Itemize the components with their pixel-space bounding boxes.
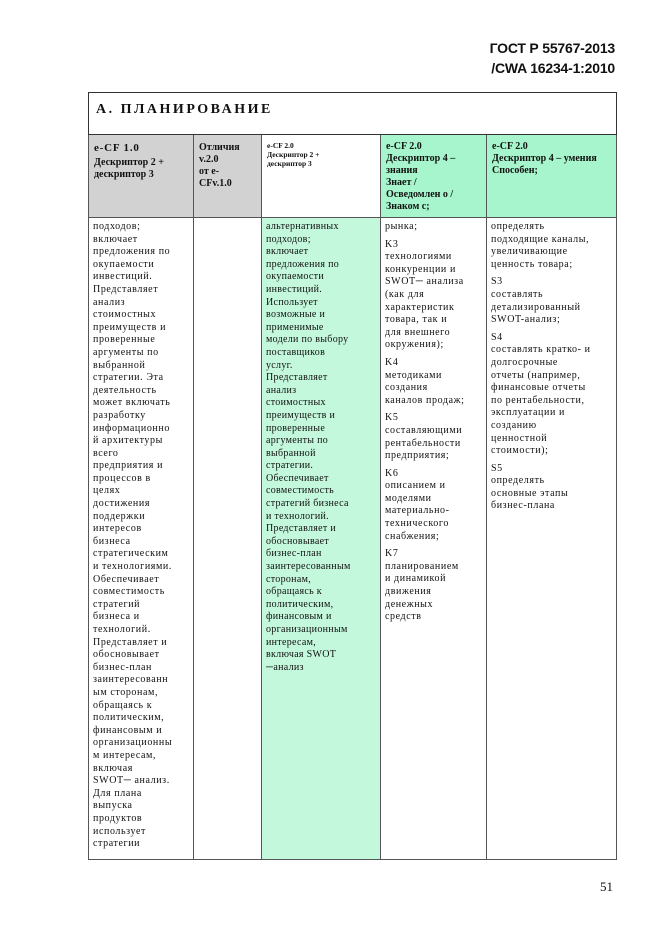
text-line: обращаясь к (93, 699, 153, 711)
comparison-table (88, 92, 617, 860)
text-line: детализированный (491, 301, 581, 313)
text-line: конкуренции и (385, 263, 456, 275)
text-line: S3 (491, 276, 503, 288)
text-line: й архитектуры (93, 435, 163, 447)
text-line: предприятия и (93, 460, 164, 472)
col5-body (486, 219, 617, 513)
text-line: ─анализ (266, 661, 304, 673)
text-line: каналов продаж; (385, 394, 465, 406)
text-line: поддержки (93, 510, 146, 522)
text-line: стратегии (93, 838, 141, 850)
text-line: и технологий. (266, 510, 329, 522)
text-line: K6 (385, 467, 399, 479)
text-line: бизнеса (93, 535, 131, 547)
grid-left (88, 135, 89, 860)
text-line: преимуществ и (266, 409, 336, 421)
text-line: анализ (93, 296, 126, 308)
text-line: проверенные (93, 334, 156, 346)
text-line: стратегий бизнеса (266, 498, 349, 510)
text-line: по рентабельности, (491, 394, 585, 406)
text-line: альтернативных (266, 221, 339, 232)
text-line: планированием (385, 560, 459, 572)
text-line: движения (385, 586, 432, 598)
text-line: K5 (385, 412, 399, 424)
col4-header: e-CF 2.0 Дескриптор 4 – знания Знает / Осведомлен о / Знаком с; (386, 141, 456, 212)
text-line: предложения по (93, 246, 171, 258)
text-line: включая SWOT (266, 649, 337, 661)
text-line: средств (385, 611, 422, 623)
text-line: технологий. (93, 624, 151, 635)
text-line: и технологиями. (93, 561, 172, 573)
text-line: сторонам, (266, 573, 311, 585)
text-line: S5 (491, 462, 503, 474)
text-line: K7 (385, 548, 399, 560)
text-line: Для плана (93, 787, 142, 799)
text-line: материально- (385, 505, 450, 517)
text-line: использует (93, 825, 146, 837)
text-line: K4 (385, 356, 399, 368)
section-title: А. ПЛАНИРОВАНИЕ (96, 102, 273, 117)
text-line: аргументы по (93, 346, 159, 358)
text-line: составляющими (385, 424, 463, 436)
text-line: бизнес-план (93, 661, 152, 673)
text-line: моделями (385, 492, 432, 504)
text-line: интересов (93, 523, 142, 535)
text-line: основные этапы (491, 487, 569, 499)
text-line: стратегическим (93, 548, 169, 560)
text-line: обращаясь к (266, 586, 322, 598)
text-line: методиками (385, 369, 442, 381)
text-line: K3 (385, 238, 399, 250)
text-line: бизнеса и (93, 611, 140, 623)
col1-body (88, 219, 193, 851)
text-line: м интересам, (93, 749, 157, 761)
text-line: эксплуатации и (491, 407, 565, 419)
text-line: интересам, (266, 636, 317, 648)
text-line: обосновывает (93, 649, 160, 661)
text-line: ценность товара; (491, 258, 573, 270)
text-line: совместимость (93, 586, 165, 598)
header-standard-number: ГОСТ Р 55767-2013 (489, 40, 615, 56)
text-line: созданию (491, 419, 537, 431)
text-line: совместимость (266, 485, 335, 497)
text-line: стратегии. (266, 460, 314, 472)
page-number: 51 (600, 879, 613, 894)
text-line: ым сторонам, (93, 686, 159, 698)
text-line: проверенные (266, 422, 326, 434)
text-line: деятельность (93, 384, 157, 396)
col2-header: Отличия v.2.0 от e- CFv.1.0 (199, 142, 240, 189)
grid-v3 (380, 135, 381, 860)
text-line: рентабельности (385, 437, 461, 449)
text-line: Представляет и (93, 636, 168, 648)
text-line: окупаемости (266, 271, 324, 283)
text-line: применимые (266, 321, 324, 333)
text-line: Обеспечивает (93, 573, 160, 585)
text-line: модели по выбору (266, 334, 349, 346)
text-line: предприятия; (385, 450, 450, 462)
text-line: стоимостных (93, 309, 157, 321)
text-line: определять (491, 221, 545, 232)
text-line: технологиями (385, 251, 452, 263)
text-line: организационным (266, 624, 348, 635)
text-line: финансовым и (93, 724, 163, 736)
col3-body (261, 219, 380, 674)
text-line: долгосрочные (491, 356, 558, 368)
text-line: возможные и (266, 309, 326, 321)
grid-v2 (261, 135, 262, 860)
text-line: стратегии. Эта (93, 372, 164, 384)
text-line: Представляет и (266, 523, 337, 535)
text-line: окупаемости (93, 258, 155, 270)
text-line: и динамикой (385, 573, 447, 585)
text-line: составлять кратко- и (491, 344, 591, 356)
text-line: политическим, (266, 598, 334, 610)
grid-head-bottom (88, 217, 617, 218)
text-line: достижения (93, 498, 151, 510)
text-line: Представляет (266, 372, 328, 384)
text-line: стоимости); (491, 445, 549, 457)
col3-header: e-CF 2.0 Дескриптор 2 + дескриптор 3 (267, 141, 320, 168)
text-line: включает (266, 246, 309, 258)
text-line: отчеты (например, (491, 369, 581, 381)
text-line: включая (93, 762, 133, 774)
text-line: рынка; (385, 221, 418, 232)
text-line: заинтересованн (93, 674, 169, 686)
text-line: заинтересованным (266, 561, 351, 573)
text-line: снабжения; (385, 530, 440, 542)
text-line: стоимостных (266, 397, 326, 409)
text-line: финансовые отчеты (491, 382, 586, 394)
text-line: стратегий (93, 598, 141, 610)
grid-bottom (88, 859, 617, 860)
text-line: (как для (385, 288, 425, 300)
text-line: технического (385, 518, 449, 530)
text-line: товара, так и (385, 314, 448, 326)
text-line: для внешнего (385, 326, 451, 338)
text-line: разработку (93, 409, 146, 421)
text-line: выбранной (93, 359, 146, 371)
section-header (88, 92, 617, 135)
text-line: инвестиций. (93, 271, 153, 283)
text-line: продуктов (93, 812, 143, 824)
text-line: Использует (266, 296, 318, 308)
text-line: целях (93, 485, 121, 497)
text-line: информационно (93, 422, 170, 434)
text-line: Представляет (93, 283, 159, 295)
text-line: обосновывает (266, 535, 330, 547)
col2-body (193, 219, 261, 221)
grid-right (616, 135, 617, 860)
text-line: предложения по (266, 258, 340, 270)
text-line: анализ (266, 384, 297, 396)
text-line: SWOT─ анализ. (93, 775, 170, 787)
col1-header: e-CF 1.0 Дескриптор 2 + дескриптор 3 (94, 142, 164, 180)
text-line: подходящие каналы, (491, 233, 590, 245)
text-line: включает (93, 233, 138, 245)
text-line: S4 (491, 331, 503, 343)
text-line: бизнес-плана (491, 500, 555, 512)
text-line: подходов; (266, 233, 311, 245)
text-line: составлять (491, 288, 544, 300)
text-line: выпуска (93, 800, 133, 812)
text-line: Обеспечивает (266, 472, 329, 484)
grid-v1 (193, 135, 194, 860)
text-line: денежных (385, 598, 434, 610)
grid-v4 (486, 135, 487, 860)
text-line: SWOT-анализ; (491, 314, 561, 326)
col5-header: e-CF 2.0 Дескриптор 4 – умения Способен; (492, 141, 597, 176)
text-line: ценностной (491, 432, 548, 444)
document-header (490, 38, 615, 78)
text-line: описанием и (385, 480, 446, 492)
text-line: процессов в (93, 472, 151, 484)
header-cwa-number: /CWA 16234-1:2010 (491, 60, 615, 76)
col4-body (380, 219, 486, 624)
text-line: подходов; (93, 221, 141, 232)
text-line: выбранной (266, 447, 316, 459)
text-line: преимуществ и (93, 321, 167, 333)
text-line: окружения); (385, 339, 444, 351)
text-line: SWOT─ анализа (385, 276, 464, 288)
text-line: организационны (93, 737, 173, 749)
text-line: увеличивающие (491, 246, 568, 258)
text-line: аргументы по (266, 435, 329, 447)
text-line: характеристик (385, 301, 455, 313)
text-line: бизнес-план (266, 548, 322, 560)
text-line: создания (385, 382, 428, 394)
text-line: поставщиков (266, 346, 326, 358)
text-line: инвестиций. (266, 283, 323, 295)
text-line: определять (491, 475, 545, 487)
text-line: всего (93, 447, 119, 459)
text-line: политическим, (93, 712, 165, 724)
text-line: может включать (93, 397, 171, 409)
text-line: финансовым и (266, 611, 332, 623)
text-line: услуг. (266, 359, 293, 371)
